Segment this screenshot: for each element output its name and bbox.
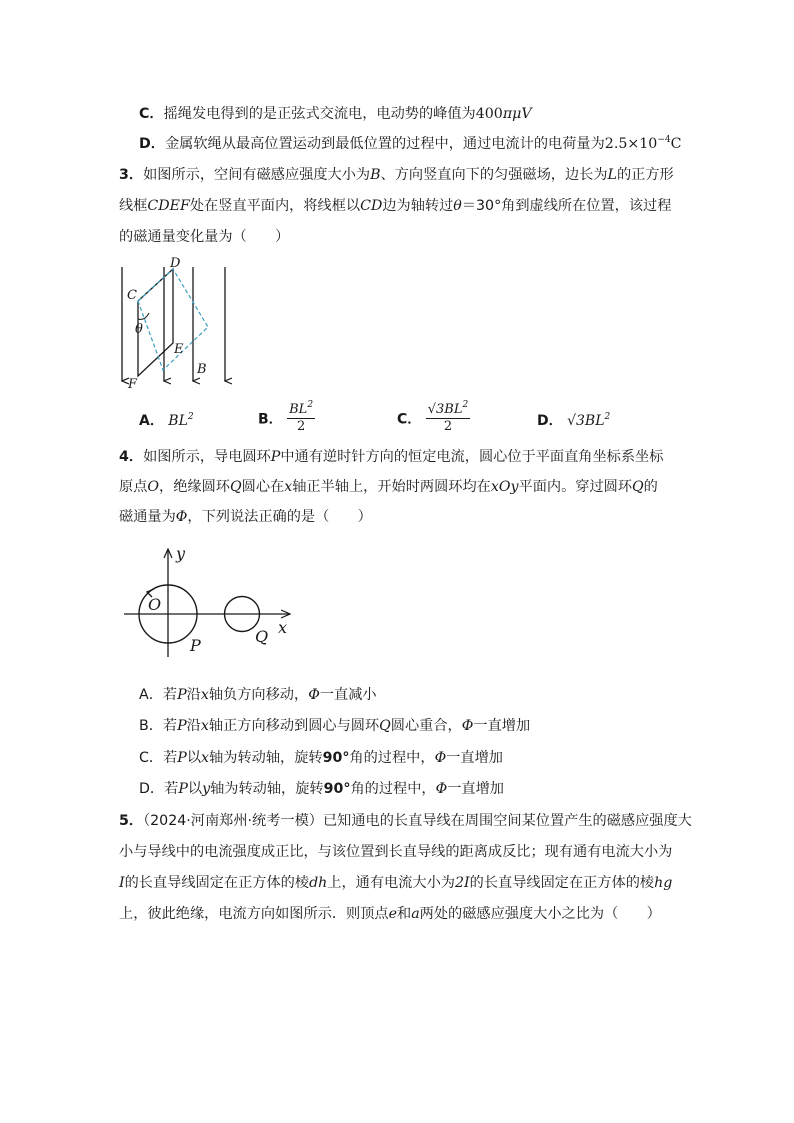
label-c: C: [127, 288, 137, 303]
q5-stem-line3: I的长直导线固定在正方体的棱dh上，通有电流大小为2I的长直导线固定在正方体的棱hg: [119, 875, 673, 891]
label-p: P: [190, 636, 201, 655]
q4-option-d: D．若P以y轴为转动轴，旋转90°角的过程中，Φ一直增加: [139, 781, 504, 797]
label-x: x: [278, 618, 288, 637]
label-o: O: [148, 595, 162, 614]
q3-stem-line1: 3．如图所示，空间有磁感应强度大小为B、方向竖直向下的匀强磁场，边长为L的正方形: [119, 167, 674, 183]
q4-option-b: B．若P沿x轴正方向移动到圆心与圆环Q圆心重合，Φ一直增加: [139, 718, 531, 734]
q3-figure: [115, 255, 235, 395]
q3-choice-d: D． $√3BL^2$: [537, 412, 611, 429]
label-b: B: [197, 362, 207, 377]
q4-stem-line2: 原点O，绝缘圆环Q圆心在x轴正半轴上，开始时两圆环均在xOy平面内。穿过圆环Q的: [119, 479, 658, 495]
q4-option-c: C．若P以x轴为转动轴，旋转90°角的过程中，Φ一直增加: [139, 750, 503, 766]
q2-option-c: C．摇绳发电得到的是正弦式交流电，电动势的峰值为400πμV: [139, 106, 532, 122]
q3-choice-c: C． $\frac{√3BL^2}{2}$: [397, 400, 469, 434]
q4-figure: [120, 545, 300, 660]
square-frame-cdef: [138, 269, 173, 376]
label-e: E: [174, 342, 184, 357]
q3-stem-line3: 的磁通量变化量为（ ）: [119, 229, 290, 245]
label-theta: θ: [135, 322, 143, 337]
q5-stem-line1: 5．（2024·河南郑州·统考一模）已知通电的长直导线在周围空间某位置产生的磁感应强度大: [119, 813, 692, 829]
q4-stem-line3: 磁通量为Φ，下列说法正确的是（ ）: [119, 509, 372, 525]
label-d: D: [170, 256, 181, 271]
q4-stem-line1: 4．如图所示，导电圆环P中通有逆时针方向的恒定电流，圆心位于平面直角坐标系坐标: [119, 449, 664, 465]
q3-stem-line2: 线框CDEF处在竖直平面内，将线框以CD边为轴转过θ＝30°角到虚线所在位置，该过程: [119, 198, 672, 214]
q3-choice-a: A． $BL^2$: [139, 412, 194, 429]
q3-choice-b: B． $\frac{BL^2}{2}$: [258, 400, 314, 434]
q5-stem-line4: 上，彼此绝缘，电流方向如图所示．则顶点e和a两处的磁感应强度大小之比为（ ）: [119, 906, 661, 922]
q5-stem-line2: 小与导线中的电流强度成正比，与该位置到长直导线的距离成反比；现有通有电流大小为: [119, 844, 673, 860]
q2-option-d: D．金属软绳从最高位置运动到最低位置的过程中，通过电流计的电荷量为$2.5\times 10^{-4}C$: [139, 135, 682, 152]
label-q: Q: [255, 627, 269, 646]
label-y: y: [176, 545, 186, 563]
label-f: F: [128, 377, 138, 392]
q4-option-a: A．若P沿x轴负方向移动，Φ一直减小: [139, 687, 377, 703]
